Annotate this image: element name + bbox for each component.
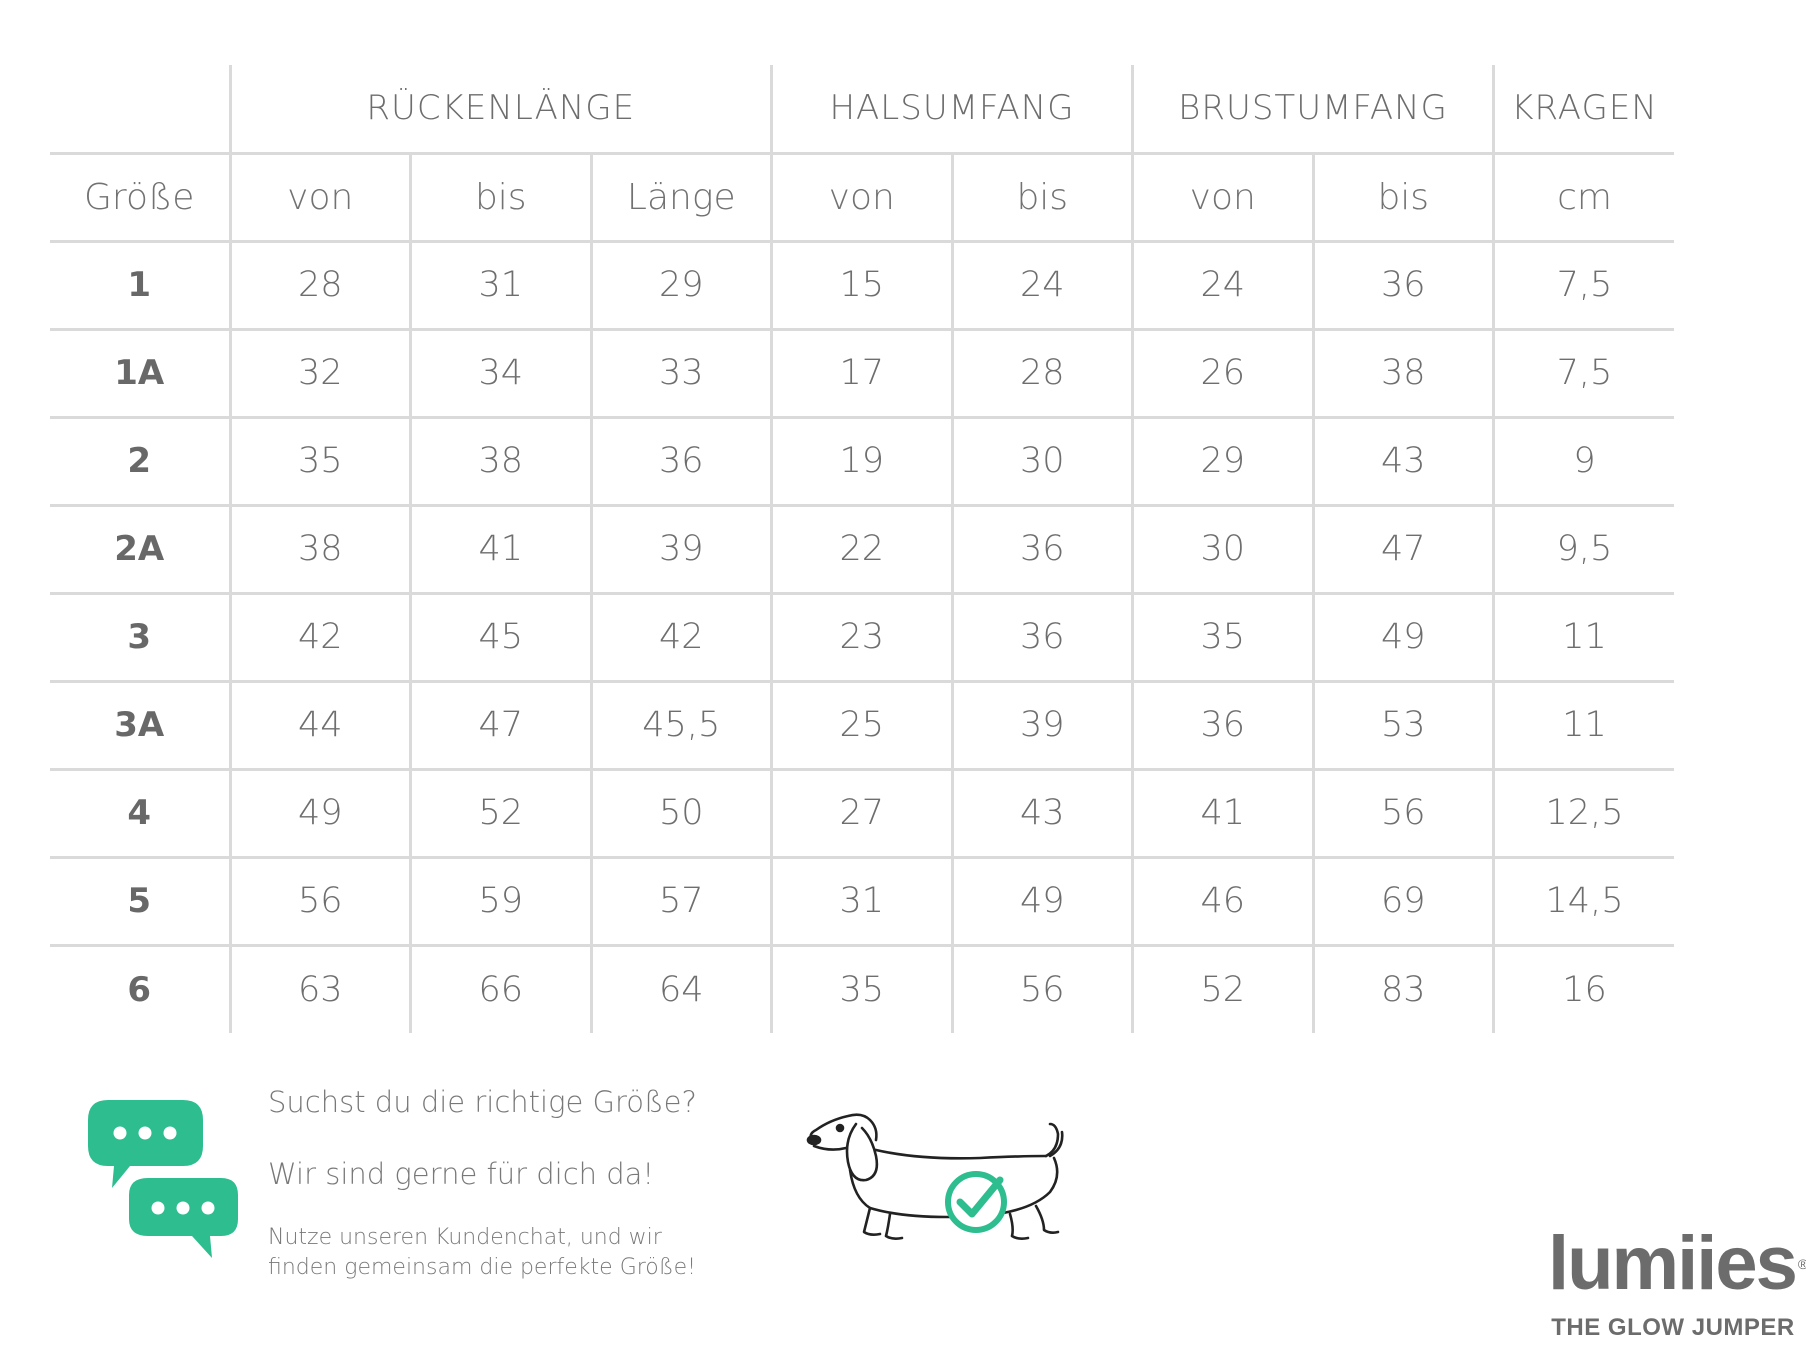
brand-tagline: THE GLOW JUMPER xyxy=(1551,1314,1795,1341)
table-cell: 56 xyxy=(1313,769,1494,857)
registered-mark: ® xyxy=(1797,1256,1806,1272)
table-cell: 29 xyxy=(1133,417,1314,505)
table-cell: 56 xyxy=(952,945,1133,1033)
table-cell: 38 xyxy=(1313,329,1494,417)
group-header-brustumfang: BRUSTUMFANG xyxy=(1133,65,1494,153)
table-row xyxy=(50,857,1674,945)
group-header-row xyxy=(50,65,1674,153)
table-cell: 23 xyxy=(772,593,953,681)
table-cell: 38 xyxy=(230,505,411,593)
size-table xyxy=(50,65,1674,1033)
table-cell: 11 xyxy=(1494,681,1675,769)
size-cell: 1 xyxy=(50,241,230,329)
table-cell: 49 xyxy=(1313,593,1494,681)
table-cell: 35 xyxy=(772,945,953,1033)
brand-logo xyxy=(1548,1221,1806,1306)
table-cell: 9,5 xyxy=(1494,505,1675,593)
sub-header-k-cm: cm xyxy=(1494,153,1675,241)
table-cell: 36 xyxy=(952,505,1133,593)
help-question: Suchst du die richtige Größe? xyxy=(268,1085,697,1119)
table-cell: 59 xyxy=(411,857,592,945)
table-cell: 7,5 xyxy=(1494,241,1675,329)
table-row xyxy=(50,417,1674,505)
table-cell: 41 xyxy=(1133,769,1314,857)
help-hint: Nutze unseren Kundenchat, und wir finden gemeinsam die perfekte Größe! xyxy=(268,1225,696,1280)
chat-bubbles-icon xyxy=(88,1098,248,1268)
table-cell: 42 xyxy=(230,593,411,681)
size-cell: 5 xyxy=(50,857,230,945)
table-cell: 7,5 xyxy=(1494,329,1675,417)
sub-header-row xyxy=(50,153,1674,241)
sub-header-b-bis: bis xyxy=(1313,153,1494,241)
size-cell: 3 xyxy=(50,593,230,681)
help-offer: Wir sind gerne für dich da! xyxy=(268,1157,655,1191)
table-cell: 52 xyxy=(411,769,592,857)
table-cell: 25 xyxy=(772,681,953,769)
table-cell: 43 xyxy=(952,769,1133,857)
table-cell: 26 xyxy=(1133,329,1314,417)
table-cell: 49 xyxy=(952,857,1133,945)
table-cell: 69 xyxy=(1313,857,1494,945)
table-cell: 31 xyxy=(772,857,953,945)
table-cell: 22 xyxy=(772,505,953,593)
table-row xyxy=(50,945,1674,1033)
table-cell: 31 xyxy=(411,241,592,329)
table-cell: 9 xyxy=(1494,417,1675,505)
table-cell: 57 xyxy=(591,857,772,945)
table-cell: 33 xyxy=(591,329,772,417)
group-header-rueckenlaenge: RÜCKENLÄNGE xyxy=(230,65,772,153)
size-cell: 1A xyxy=(50,329,230,417)
table-cell: 12,5 xyxy=(1494,769,1675,857)
table-cell: 29 xyxy=(591,241,772,329)
table-cell: 30 xyxy=(952,417,1133,505)
table-cell: 36 xyxy=(952,593,1133,681)
group-header-kragen: KRAGEN xyxy=(1494,65,1675,153)
brand-block xyxy=(1548,1221,1806,1342)
table-cell: 53 xyxy=(1313,681,1494,769)
table-cell: 28 xyxy=(230,241,411,329)
table-row xyxy=(50,681,1674,769)
table-cell: 49 xyxy=(230,769,411,857)
table-cell: 24 xyxy=(1133,241,1314,329)
table-cell: 56 xyxy=(230,857,411,945)
size-cell: 4 xyxy=(50,769,230,857)
size-cell: 2A xyxy=(50,505,230,593)
table-cell: 66 xyxy=(411,945,592,1033)
table-cell: 42 xyxy=(591,593,772,681)
table-cell: 45 xyxy=(411,593,592,681)
size-table-body xyxy=(50,241,1674,1033)
brand-logo-text: lumiies xyxy=(1548,1221,1796,1306)
table-cell: 50 xyxy=(591,769,772,857)
table-cell: 38 xyxy=(411,417,592,505)
table-cell: 45,5 xyxy=(591,681,772,769)
sub-header-size: Größe xyxy=(50,153,230,241)
dachshund-check-icon xyxy=(800,1110,1070,1250)
table-cell: 35 xyxy=(1133,593,1314,681)
table-cell: 24 xyxy=(952,241,1133,329)
table-cell: 63 xyxy=(230,945,411,1033)
table-cell: 34 xyxy=(411,329,592,417)
group-header-empty xyxy=(50,65,230,153)
sub-header-h-von: von xyxy=(772,153,953,241)
table-cell: 14,5 xyxy=(1494,857,1675,945)
table-cell: 30 xyxy=(1133,505,1314,593)
size-cell: 6 xyxy=(127,969,152,1010)
table-cell: 83 xyxy=(1313,945,1494,1033)
table-cell: 35 xyxy=(230,417,411,505)
table-cell: 17 xyxy=(772,329,953,417)
sub-header-r-laenge: Länge xyxy=(591,153,772,241)
table-row xyxy=(50,241,1674,329)
table-cell: 27 xyxy=(772,769,953,857)
sub-header-r-bis: bis xyxy=(411,153,592,241)
table-cell: 36 xyxy=(1313,241,1494,329)
table-cell: 19 xyxy=(772,417,953,505)
sub-header-b-von: von xyxy=(1133,153,1314,241)
table-cell: 47 xyxy=(411,681,592,769)
sub-header-r-von: von xyxy=(230,153,411,241)
table-row xyxy=(50,769,1674,857)
help-text xyxy=(268,1085,738,1283)
table-cell: 46 xyxy=(1133,857,1314,945)
table-cell: 39 xyxy=(952,681,1133,769)
size-cell: 3A xyxy=(50,681,230,769)
table-cell: 64 xyxy=(591,945,772,1033)
table-row xyxy=(50,593,1674,681)
table-row xyxy=(50,329,1674,417)
table-cell: 39 xyxy=(591,505,772,593)
table-cell: 47 xyxy=(1313,505,1494,593)
table-cell: 43 xyxy=(1313,417,1494,505)
sub-header-h-bis: bis xyxy=(952,153,1133,241)
table-cell: 11 xyxy=(1494,593,1675,681)
table-cell: 15 xyxy=(772,241,953,329)
table-cell: 41 xyxy=(411,505,592,593)
table-cell: 36 xyxy=(1133,681,1314,769)
table-cell: 16 xyxy=(1494,945,1675,1033)
table-cell: 32 xyxy=(230,329,411,417)
table-cell: 28 xyxy=(952,329,1133,417)
table-row xyxy=(50,505,1674,593)
size-cell: 2 xyxy=(50,417,230,505)
table-cell: 36 xyxy=(591,417,772,505)
table-cell: 44 xyxy=(230,681,411,769)
table-cell: 52 xyxy=(1133,945,1314,1033)
group-header-halsumfang: HALSUMFANG xyxy=(772,65,1133,153)
